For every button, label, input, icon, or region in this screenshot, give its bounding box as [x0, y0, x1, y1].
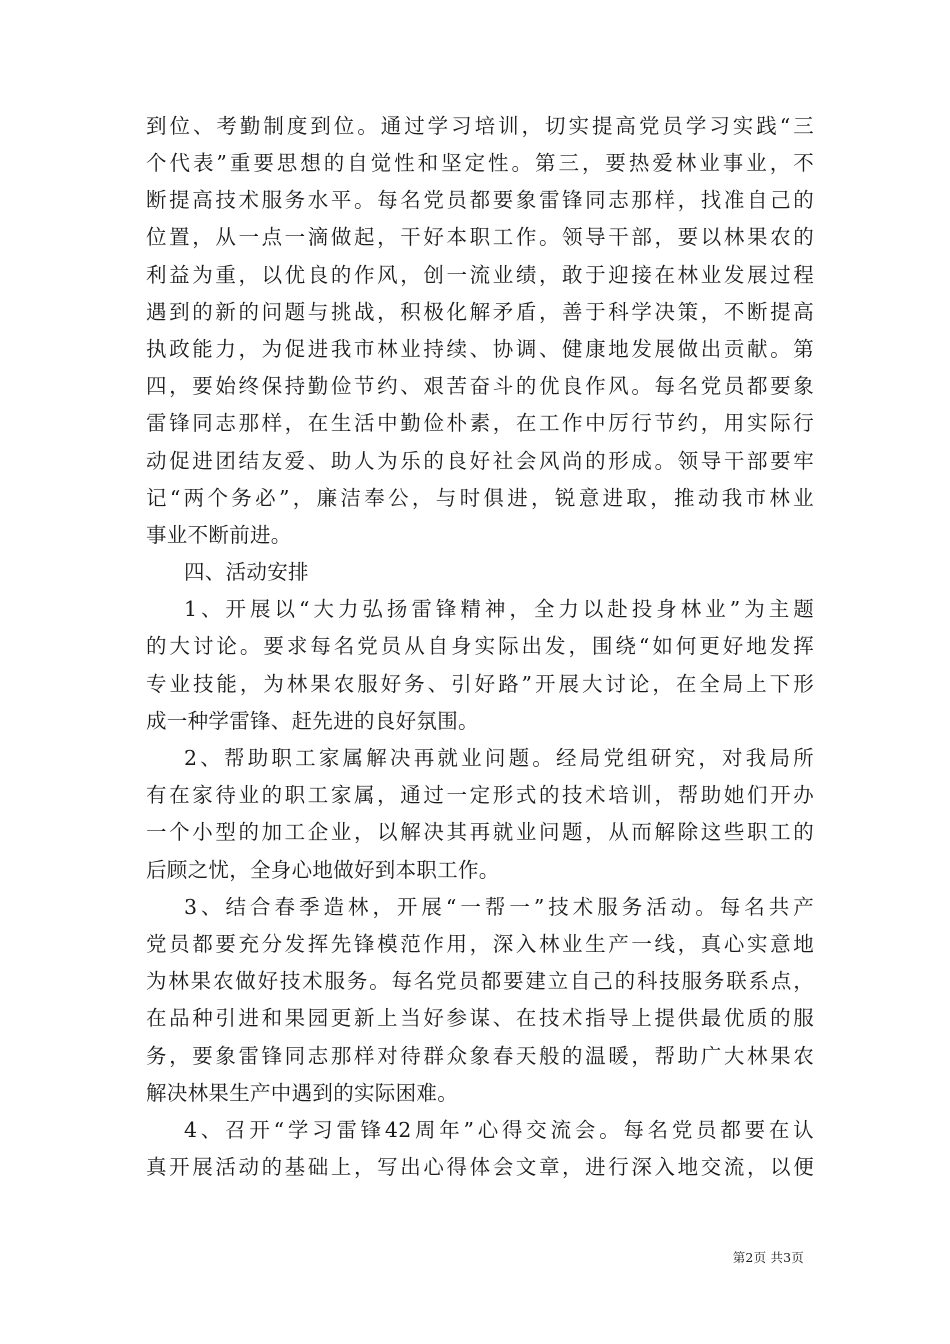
text-line: 后顾之忧，全身心地做好到本职工作。	[146, 857, 500, 882]
text-line: 执政能力，为促进我市林业持续、协调、健康地发展做出贡献。第	[146, 336, 814, 361]
text-line: 解决林果生产中遇到的实际困难。	[146, 1080, 458, 1105]
text-line: 四，要始终保持勤俭节约、艰苦奋斗的优良作风。每名党员都要象	[146, 374, 814, 399]
text-line: 到位、考勤制度到位。通过学习培训，切实提高党员学习实践“三	[146, 114, 814, 138]
text-line: 事业不断前进。	[146, 522, 292, 547]
text-line: 有在家待业的职工家属，通过一定形式的技术培训，帮助她们开办	[146, 783, 814, 808]
text-line: 1、开展以“大力弘扬雷锋精神，全力以赴投身林业”为主题	[184, 597, 814, 622]
text-line: 遇到的新的问题与挑战，积极化解矛盾，善于科学决策，不断提高	[146, 299, 814, 324]
section-heading: 四、活动安排	[184, 560, 309, 585]
text-line: 成一种学雷锋、赶先进的良好氛围。	[146, 708, 479, 733]
text-line: 务，要象雷锋同志那样对待群众象春天般的温暖，帮助广大林果农	[146, 1043, 814, 1068]
text-line: 在品种引进和果园更新上当好参谋、在技术指导上提供最优质的服	[146, 1006, 814, 1031]
text-line: 2、帮助职工家属解决再就业问题。经局党组研究，对我局所	[184, 746, 814, 770]
text-line: 党员都要充分发挥先锋模范作用，深入林业生产一线，真心实意地	[146, 931, 814, 956]
text-line: 一个小型的加工企业，以解决其再就业问题，从而解除这些职工的	[146, 820, 814, 845]
text-line: 个代表”重要思想的自觉性和坚定性。第三，要热爱林业事业，不	[146, 151, 814, 175]
page-number-footer: 第2页 共3页	[732, 1250, 804, 1265]
document-body	[146, 108, 814, 1186]
text-line: 动促进团结友爱、助人为乐的良好社会风尚的形成。领导干部要牢	[146, 448, 814, 473]
text-line: 位置，从一点一滴做起，干好本职工作。领导干部，要以林果农的	[146, 225, 814, 250]
text-line: 雷锋同志那样，在生活中勤俭朴素，在工作中厉行节约，用实际行	[146, 411, 814, 436]
text-line: 断提高技术服务水平。每名党员都要象雷锋同志那样，找准自己的	[146, 188, 814, 213]
text-line: 为林果农做好技术服务。每名党员都要建立自己的科技服务联系点，	[146, 969, 814, 994]
text-line: 的大讨论。要求每名党员从自身实际出发，围绕“如何更好地发挥	[146, 634, 814, 659]
text-line: 利益为重，以优良的作风，创一流业绩，敢于迎接在林业发展过程	[146, 262, 814, 287]
text-line: 真开展活动的基础上，写出心得体会文章，进行深入地交流，以便	[146, 1155, 814, 1180]
text-line: 专业技能，为林果农服好务、引好路”开展大讨论，在全局上下形	[146, 671, 814, 696]
text-line: 3、结合春季造林，开展“一帮一”技术服务活动。每名共产	[184, 894, 814, 919]
text-line: 4、召开“学习雷锋42周年”心得交流会。每名党员都要在认	[184, 1117, 814, 1142]
text-line: 记“两个务必”，廉洁奉公，与时俱进，锐意进取，推动我市林业	[146, 485, 814, 510]
